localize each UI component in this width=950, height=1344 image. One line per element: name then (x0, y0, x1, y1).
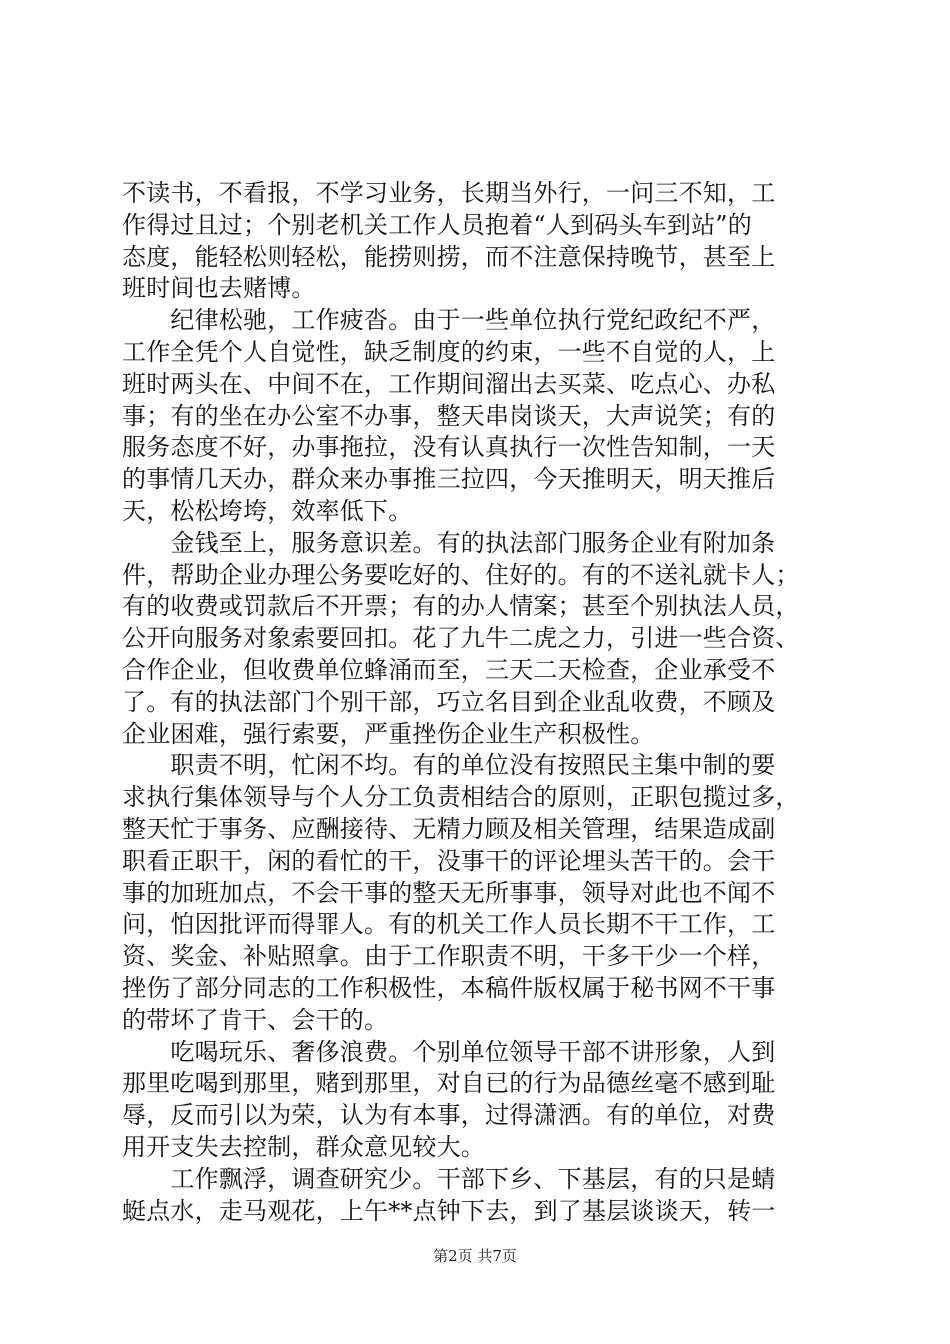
text-line: 态度，能轻松则轻松，能捞则捞，而不注意保持晚节，甚至上 (122, 242, 776, 271)
text-line: 求执行集体领导与个人分工负责相结合的原则，正职包揽过多， (122, 783, 800, 812)
text-line: 资、奖金、补贴照拿。由于工作职责不明，干多干少一个样， (122, 942, 776, 971)
text-line: 蜓点水，走马观花，上午**点钟下去，到了基层谈谈天，转一 (122, 1196, 776, 1225)
text-line: 天，松松垮垮，效率低下。 (122, 496, 413, 525)
text-line: 工作飘浮，调查研究少。干部下乡、下基层，有的只是蜻 (122, 1164, 776, 1193)
text-line: 合作企业，但收费单位蜂涌而至，三天二天检查，企业承受不 (122, 655, 776, 684)
text-line: 有的收费或罚款后不开票；有的办人情案；甚至个别执法人员， (122, 592, 800, 621)
text-line: 纪律松驰，工作疲沓。由于一些单位执行党纪政纪不严， (122, 306, 776, 335)
text-line: 的事情几天办，群众来办事推三拉四，今天推明天，明天推后 (122, 465, 776, 494)
text-line: 那里吃喝到那里，赌到那里，对自已的行为品德丝毫不感到耻 (122, 1069, 776, 1098)
text-line: 吃喝玩乐、奢侈浪费。个别单位领导干部不讲形象，人到 (122, 1037, 776, 1066)
text-line: 不读书，不看报，不学习业务，长期当外行，一问三不知，工 (122, 179, 776, 207)
text-line: 事的加班加点，不会干事的整天无所事事，领导对此也不闻不 (122, 878, 776, 907)
text-line: 职责不明，忙闲不均。有的单位没有按照民主集中制的要 (122, 751, 776, 780)
text-line: 的带坏了肯干、会干的。 (122, 1005, 389, 1034)
text-line: 整天忙于事务、应酬接待、无精力顾及相关管理，结果造成副 (122, 814, 776, 843)
text-line: 挫伤了部分同志的工作积极性，本稿件版权属于秘书网不干事 (122, 973, 776, 1002)
text-line: 班时两头在、中间不在，工作期间溜出去买菜、吃点心、办私 (122, 369, 776, 398)
text-line: 用开支失去控制，群众意见较大。 (122, 1132, 485, 1161)
text-line: 职看正职干，闲的看忙的干，没事干的评论埋头苦干的。会干 (122, 846, 776, 875)
text-line: 公开向服务对象索要回扣。花了九牛二虎之力，引进一些合资、 (122, 624, 800, 653)
text-line: 金钱至上，服务意识差。有的执法部门服务企业有附加条 (122, 528, 776, 557)
text-line: 问，怕因批评而得罪人。有的机关工作人员长期不干工作，工 (122, 910, 776, 939)
text-line: 企业困难，强行索要，严重挫伤企业生产积极性。 (122, 719, 655, 748)
text-line: 了。有的执法部门个别干部，巧立名目到企业乱收费，不顾及 (122, 687, 776, 716)
text-line: 件，帮助企业办理公务要吃好的、住好的。有的不送礼就卡人； (122, 560, 800, 589)
text-line: 工作全凭个人自觉性，缺乏制度的约束，一些不自觉的人，上 (122, 337, 776, 366)
text-line: 班时间也去赌博。 (122, 274, 316, 303)
text-line: 作得过且过；个别老机关工作人员抱着“人到码头车到站”的 (122, 210, 752, 239)
text-line: 服务态度不好，办事拖拉，没有认真执行一次性告知制，一天 (122, 433, 776, 462)
text-line: 事；有的坐在办公室不办事，整天串岗谈天，大声说笑；有的 (122, 401, 776, 430)
text-line: 辱，反而引以为荣，认为有本事，过得潇洒。有的单位，对费 (122, 1101, 776, 1130)
page-number-footer: 第2页 共7页 (433, 1247, 517, 1265)
document-body (122, 178, 834, 1227)
